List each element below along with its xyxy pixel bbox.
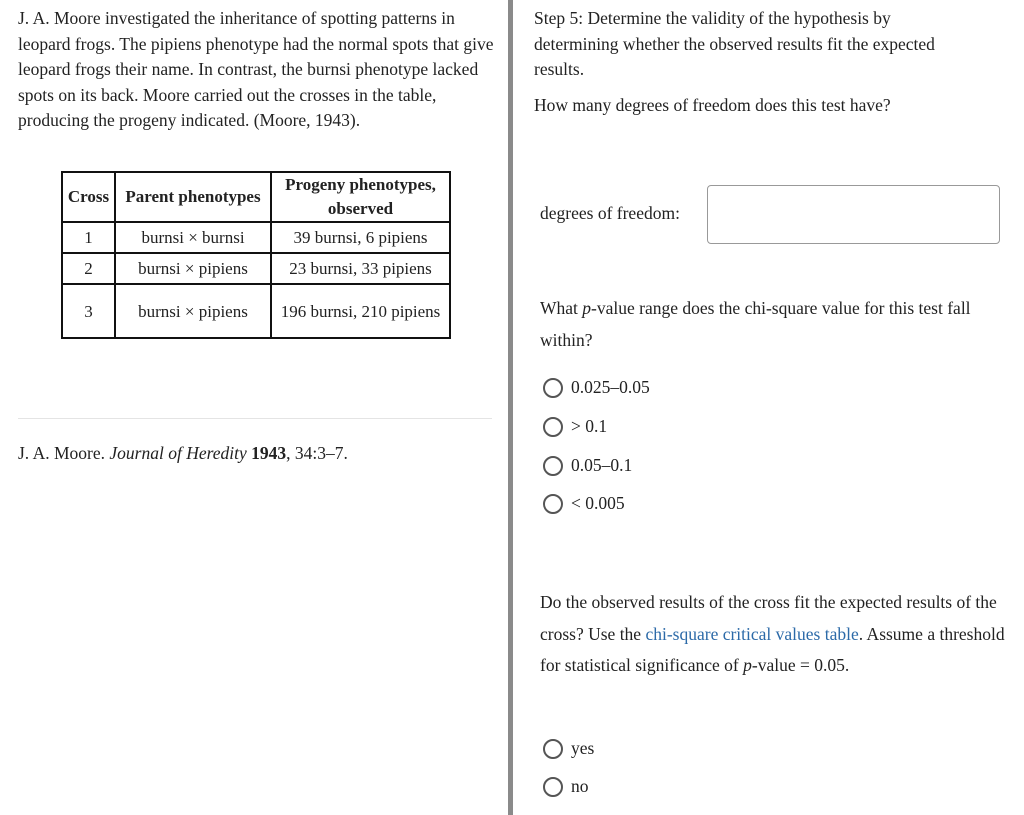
p-option-3[interactable] [543,455,632,476]
question-fit [540,587,1010,682]
divider-line [18,418,492,419]
intro-paragraph: J. A. Moore investigated the inheritance of spotting patterns in leopard frogs. The pipiens phenotype had the normal spots that give leopard frogs their name. In contrast, the burnsi phenotype lacked spots on its back. Moore carried out the crosses in the table, producing the progeny indicated. (Moore, 1943). [18,8,494,130]
option-label[interactable]: < 0.005 [571,493,625,513]
left-panel [0,0,508,815]
option-label[interactable]: yes [571,738,595,758]
p-option-4[interactable] [543,493,625,514]
p-option-1[interactable] [543,377,650,398]
cell-cross: 1 [62,222,115,253]
table-row [62,253,450,284]
dof-input[interactable] [707,185,1000,244]
cell-cross: 3 [62,284,115,338]
question-p-suffix: -value range does the chi-square value for this test fall within? [540,298,971,350]
option-label[interactable]: 0.05–0.1 [571,455,633,475]
step-instructions: Step 5: Determine the validity of the hypothesis by determining whether the observed results fit the expected results. [534,8,935,79]
cell-cross: 2 [62,253,115,284]
fit-option-no[interactable] [543,776,589,797]
radio-circle-icon[interactable] [543,739,563,759]
cell-parents: burnsi × pipiens [115,284,271,338]
citation-volume: , 34:3–7. [286,443,348,463]
question-p-prefix: What [540,298,583,318]
question-fit-part1: Do the observed results of the cross fit the expected results of the cross? Use the [540,592,997,644]
chi-square-table-link[interactable]: chi-square critical values table [645,623,859,644]
question-fit-part3: -value = 0.05. [751,655,850,675]
p-option-2[interactable] [543,416,607,437]
header-parent-phenotypes: Parent phenotypes [115,172,271,222]
citation [18,443,348,464]
header-cross: Cross [62,172,115,222]
option-label[interactable]: 0.025–0.05 [571,377,650,397]
p-variable: p [743,655,752,675]
citation-year: 1943 [251,443,287,463]
cell-progeny: 196 burnsi, 210 pipiens [271,284,450,338]
question-p-value [540,293,1000,356]
question-fit-part2: . Assume a threshold for statistical significance of [540,623,1005,675]
radio-circle-icon[interactable] [543,494,563,514]
cell-parents: burnsi × pipiens [115,253,271,284]
fit-option-yes[interactable] [543,738,594,759]
citation-authors: J. A. Moore. [18,443,106,463]
header-progeny: Progeny phenotypes, observed [271,172,450,222]
option-label[interactable]: > 0.1 [571,416,608,436]
cell-progeny: 23 burnsi, 33 pipiens [271,253,450,284]
crosses-table [61,171,451,339]
radio-circle-icon[interactable] [543,456,563,476]
cell-progeny: 39 burnsi, 6 pipiens [271,222,450,253]
radio-circle-icon[interactable] [543,417,563,437]
radio-circle-icon[interactable] [543,378,563,398]
right-panel [513,0,1024,815]
dof-label: degrees of freedom: [540,203,680,223]
p-variable: p [582,298,592,318]
radio-circle-icon[interactable] [543,777,563,797]
table-header-row [62,172,450,222]
option-label[interactable]: no [571,776,589,796]
table-row [62,222,450,253]
question-degrees-of-freedom: How many degrees of freedom does this test have? [534,95,891,115]
citation-journal: Journal of Heredity [109,443,247,463]
table-row [62,284,450,338]
cell-parents: burnsi × burnsi [115,222,271,253]
